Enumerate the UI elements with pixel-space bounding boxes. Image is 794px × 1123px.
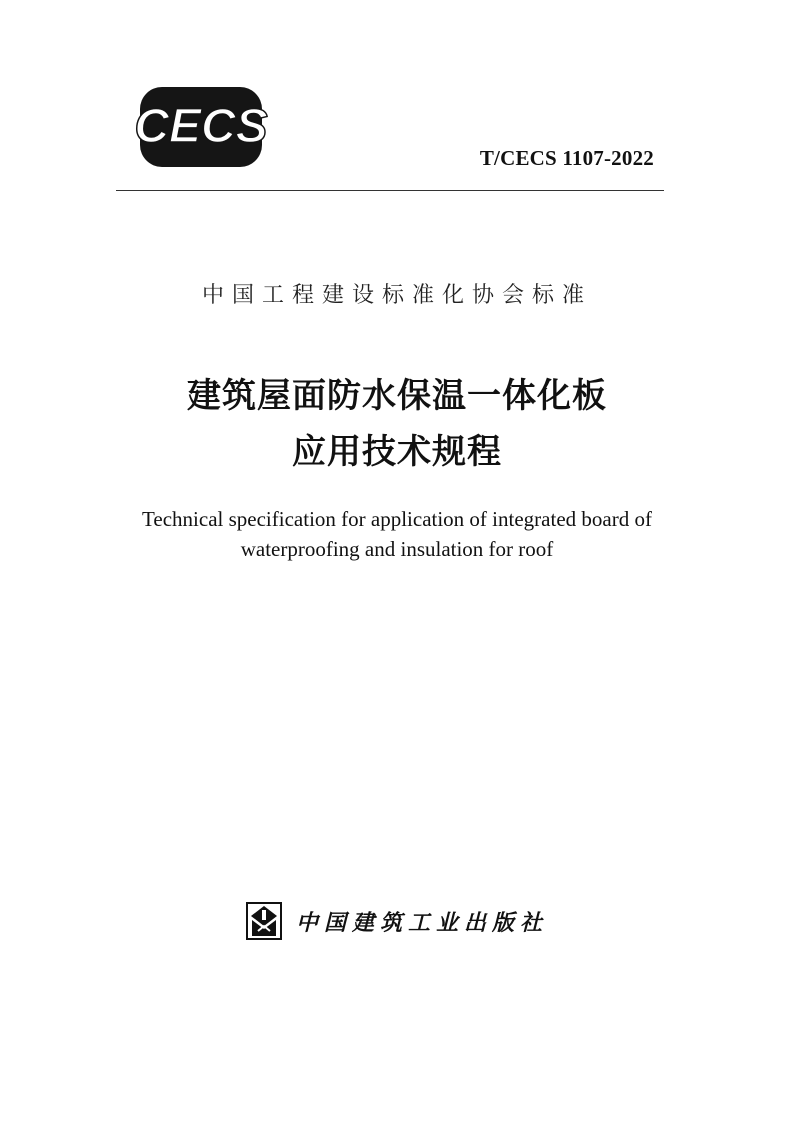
cecs-logo-text: CECS (134, 100, 268, 153)
publisher (246, 901, 548, 941)
title-cn-line2: 应用技术规程 (292, 432, 502, 472)
title-en-line2: waterproofing and insulation for roof (240, 537, 554, 561)
cecs-logo (124, 87, 278, 167)
organization-line: 中国工程建设标准化协会标准 (201, 283, 592, 308)
publisher-name: 中国建筑工业出版社 (296, 909, 549, 936)
standard-number: T/CECS 1107-2022 (479, 146, 654, 170)
header-divider (116, 190, 664, 191)
title-cn-line1: 建筑屋面防水保温一体化板 (187, 376, 607, 416)
publisher-emblem-icon (246, 902, 282, 940)
title-en-line1: Technical specification for application of integrated board of (142, 507, 652, 531)
